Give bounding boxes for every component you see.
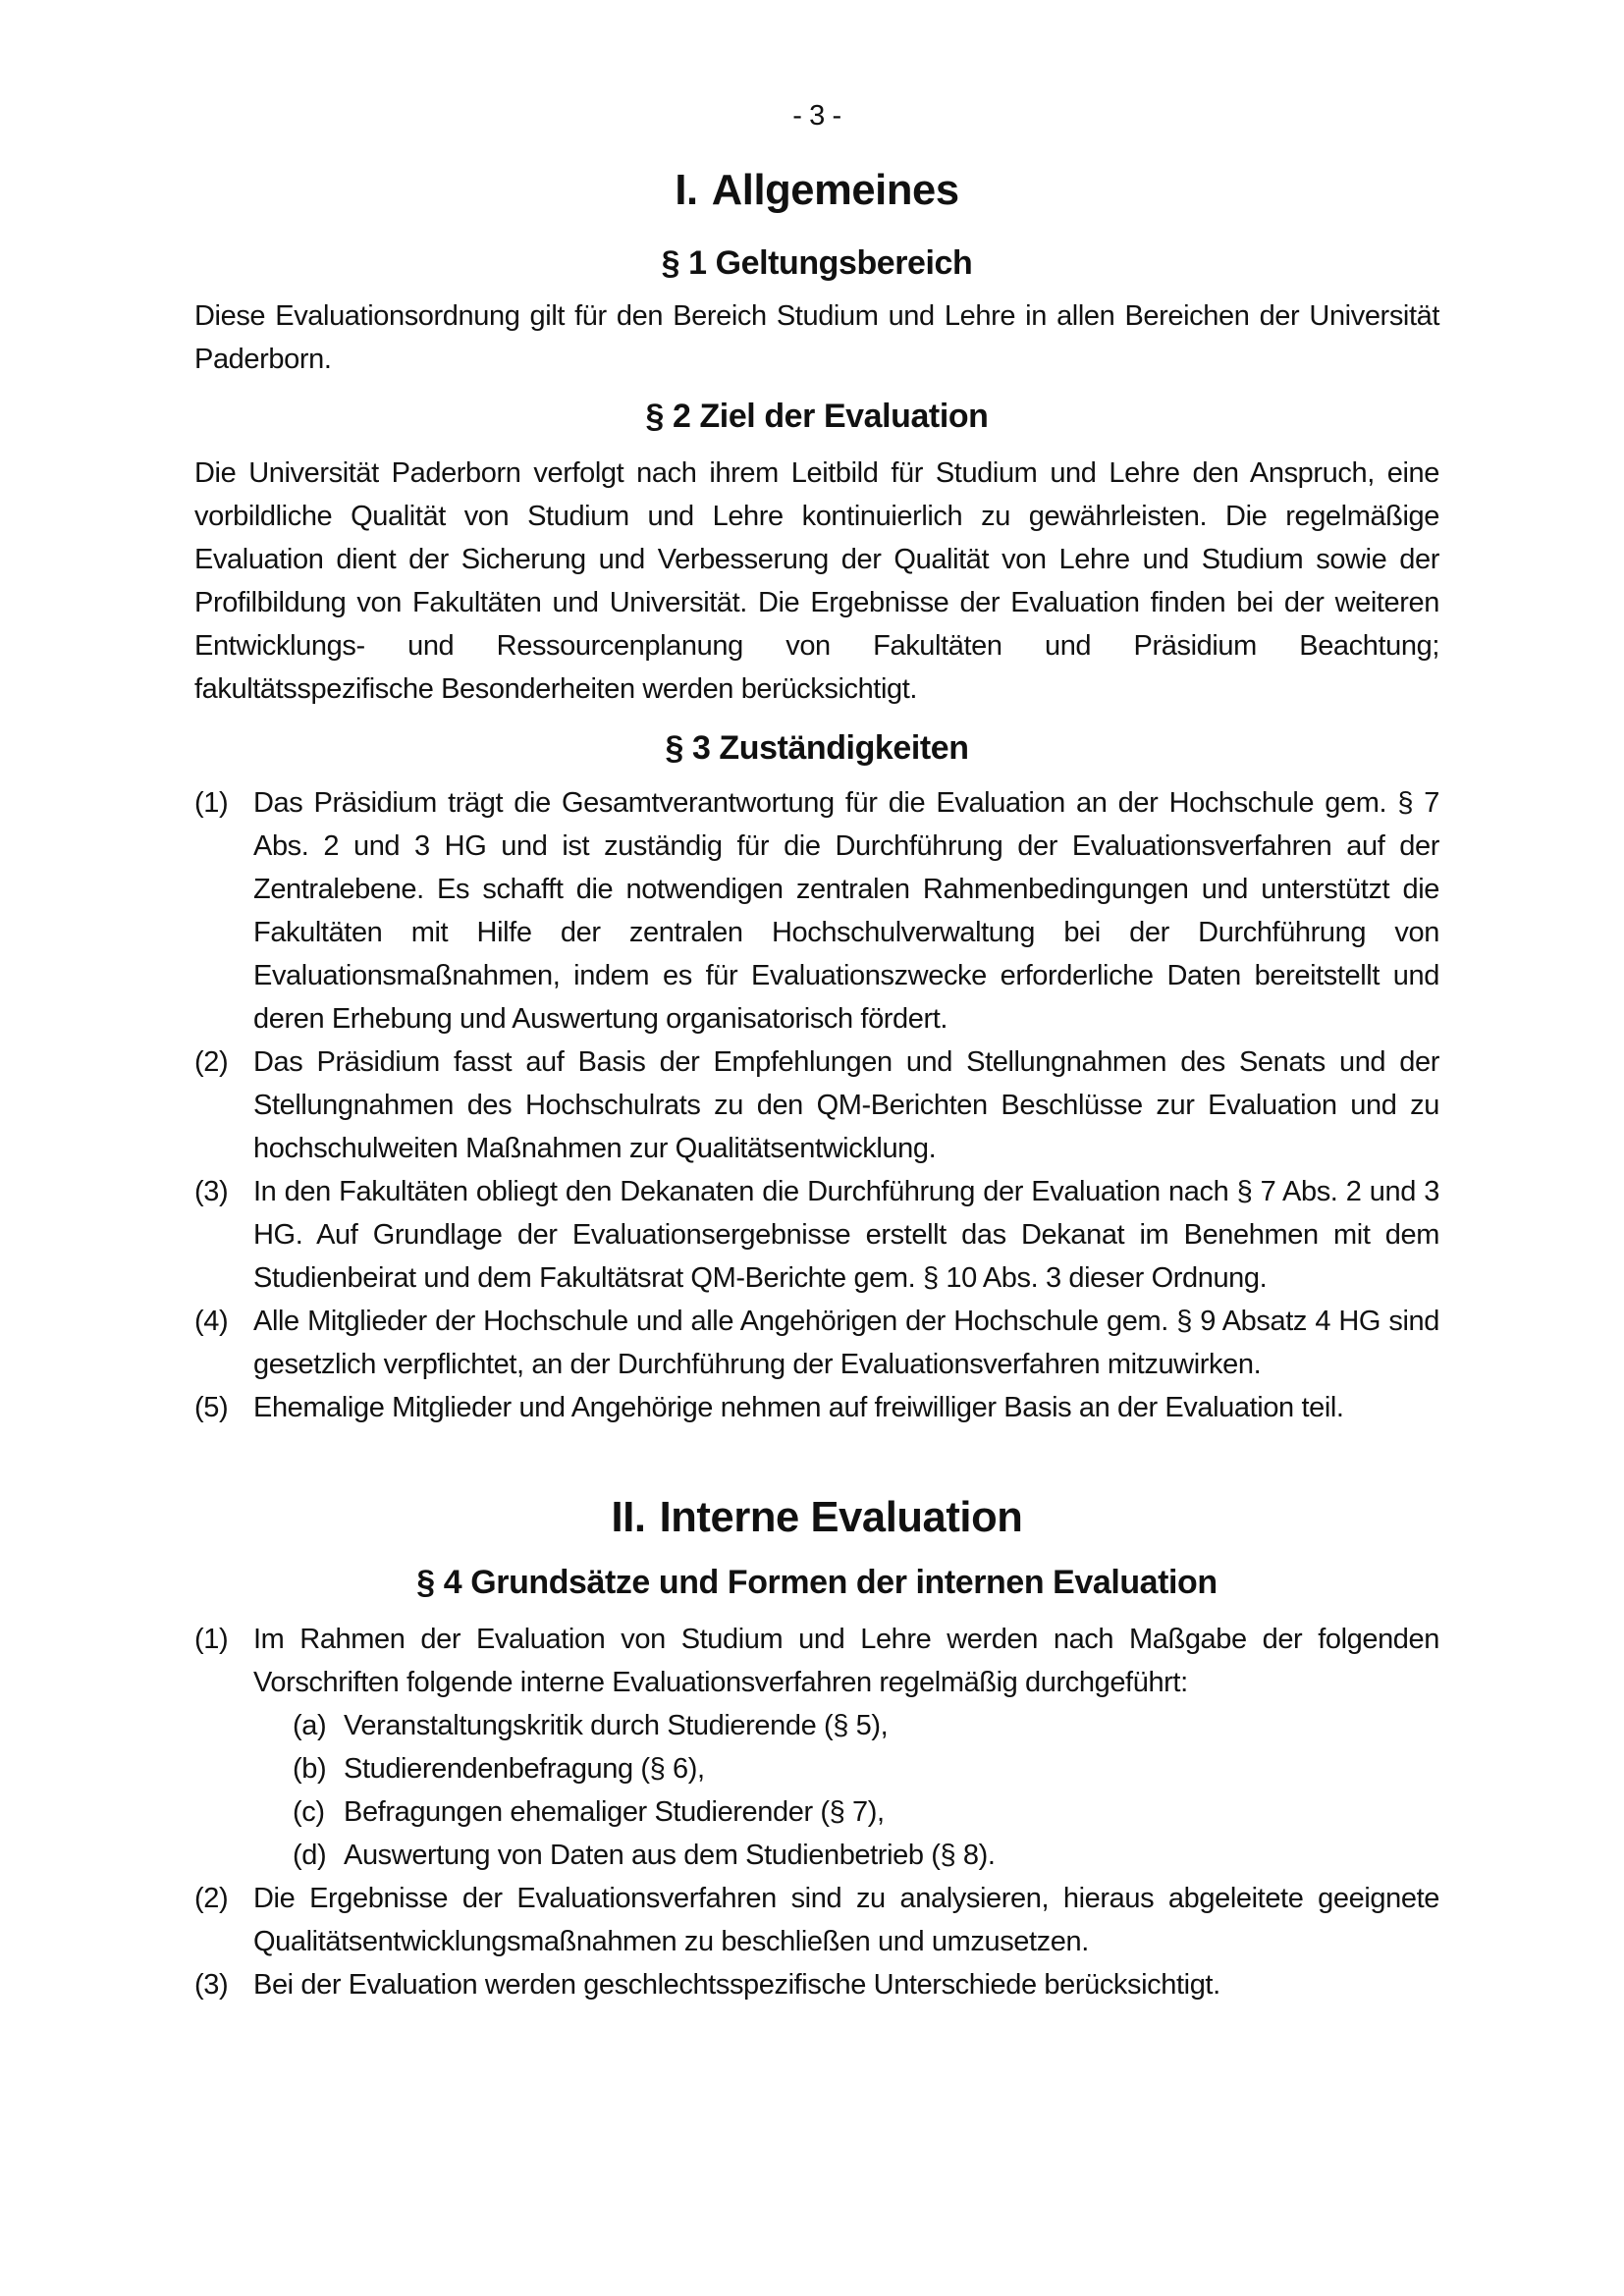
- list-item-text: Veranstaltungskritik durch Studierende (§ 5),: [344, 1710, 889, 1741]
- section-3-clauses: [194, 781, 1439, 1429]
- list-item: [293, 1704, 1439, 1747]
- list-item-letter: (d): [293, 1840, 327, 1871]
- clause-text: Ehemalige Mitglieder und Angehörige nehmen auf freiwilliger Basis an der Evaluation teil.: [253, 1392, 1344, 1423]
- clause-number: (1): [194, 1624, 229, 1655]
- document-page: [194, 94, 1439, 2006]
- clause-number: (3): [194, 1176, 229, 1207]
- clause-number: (2): [194, 1883, 229, 1914]
- clause: [194, 1618, 1439, 1877]
- list-item: [293, 1834, 1439, 1877]
- clause-number: (4): [194, 1306, 229, 1337]
- clause-text: In den Fakultäten obliegt den Dekanaten die Durchführung der Evaluation nach § 7 Abs. 2 und 3 HG. Auf Grundlage der Evaluationsergebnisse erstellt das Dekanat im Benehmen mit dem Studienbeirat und dem Fakultätsrat QM-Berichte gem. § 10 Abs. 3 dieser Ordnung.: [253, 1176, 1439, 1294]
- clause: [194, 1877, 1439, 1963]
- page-number: - 3 -: [792, 100, 841, 132]
- section-1-text: Diese Evaluationsordnung gilt für den Bereich Studium und Lehre in allen Bereichen der Universität Paderborn.: [194, 300, 1439, 375]
- clause-number: (2): [194, 1046, 229, 1078]
- clause-number: (1): [194, 787, 229, 819]
- list-item: [293, 1747, 1439, 1790]
- clause: [194, 1300, 1439, 1386]
- list-item-letter: (a): [293, 1710, 327, 1741]
- part-number: I.: [675, 167, 698, 214]
- clause-number: (5): [194, 1392, 229, 1423]
- list-item-letter: (c): [293, 1796, 325, 1828]
- clause: [194, 1041, 1439, 1170]
- clause: [194, 781, 1439, 1041]
- clause-text: Im Rahmen der Evaluation von Studium und Lehre werden nach Maßgabe der folgenden Vorschriften folgende interne Evaluationsverfahren regelmäßig durchgeführt:: [253, 1624, 1439, 1698]
- part-title: Allgemeines: [711, 167, 959, 214]
- clause-text: Das Präsidium trägt die Gesamtverantwortung für die Evaluation an der Hochschule gem. § 7 Abs. 2 und 3 HG und ist zuständig für die Durchführung der Evaluationsverfahren auf der Zentralebene. Es schafft die notwendigen zentralen Rahmenbedingungen und unterstützt die Fakultäten mit Hilfe der zentralen Hochschulverwaltung bei der Durchführung von Evaluationsmaßnahmen, indem es für Evaluationszwecke erforderliche Daten bereitstellt und deren Erhebung und Auswertung organisatorisch fördert.: [253, 787, 1439, 1035]
- section-heading-1: § 1 Geltungsbereich: [661, 244, 973, 282]
- clause: [194, 1170, 1439, 1300]
- section-2-text: Die Universität Paderborn verfolgt nach ihrem Leitbild für Studium und Lehre den Anspruch, eine vorbildliche Qualität von Studium und Lehre kontinuierlich zu gewährleisten. Die regelmäßige Evaluation dient der Sicherung und Verbesserung der Qualität von Lehre und Studium sowie der Profilbildung von Fakultäten und Universität. Die Ergebnisse der Evaluation finden bei der weiteren Entwicklungs- und Ressourcenplanung von Fakultäten und Präsidium Beachtung; fakultätsspezifische Besonderheiten werden berücksichtigt.: [194, 457, 1439, 705]
- clause: [194, 1386, 1439, 1429]
- list-item-letter: (b): [293, 1753, 327, 1785]
- section-heading-2: § 2 Ziel der Evaluation: [645, 398, 989, 435]
- evaluation-methods-list: [253, 1704, 1439, 1877]
- clause: [194, 1963, 1439, 2006]
- list-item-text: Auswertung von Daten aus dem Studienbetrieb (§ 8).: [344, 1840, 996, 1871]
- list-item-text: Studierendenbefragung (§ 6),: [344, 1753, 705, 1785]
- part-heading-interne-evaluation: [194, 1496, 1439, 1539]
- section-heading-3: § 3 Zuständigkeiten: [665, 729, 969, 767]
- clause-text: Das Präsidium fasst auf Basis der Empfehlungen und Stellungnahmen des Senats und der Stellungnahmen des Hochschulrats zu den QM-Berichten Beschlüsse zur Evaluation und zu hochschulweiten Maßnahmen zur Qualitätsentwicklung.: [253, 1046, 1439, 1164]
- clause-number: (3): [194, 1969, 229, 2001]
- clause-text: Bei der Evaluation werden geschlechtsspezifische Unterschiede berücksichtigt.: [253, 1969, 1220, 2001]
- section-heading-4: § 4 Grundsätze und Formen der internen Evaluation: [416, 1564, 1218, 1601]
- list-item-text: Befragungen ehemaliger Studierender (§ 7),: [344, 1796, 885, 1828]
- part-number: II.: [611, 1494, 646, 1541]
- list-item: [293, 1790, 1439, 1834]
- part-heading-allgemeines: [194, 169, 1439, 212]
- clause-text: Alle Mitglieder der Hochschule und alle Angehörigen der Hochschule gem. § 9 Absatz 4 HG sind gesetzlich verpflichtet, an der Durchführung der Evaluationsverfahren mitzuwirken.: [253, 1306, 1439, 1380]
- part-title: Interne Evaluation: [659, 1494, 1023, 1541]
- clause-text: Die Ergebnisse der Evaluationsverfahren sind zu analysieren, hieraus abgeleitete geeignete Qualitätsentwicklungsmaßnahmen zu beschließen und umzusetzen.: [253, 1883, 1439, 1957]
- section-4-clauses: [194, 1618, 1439, 2006]
